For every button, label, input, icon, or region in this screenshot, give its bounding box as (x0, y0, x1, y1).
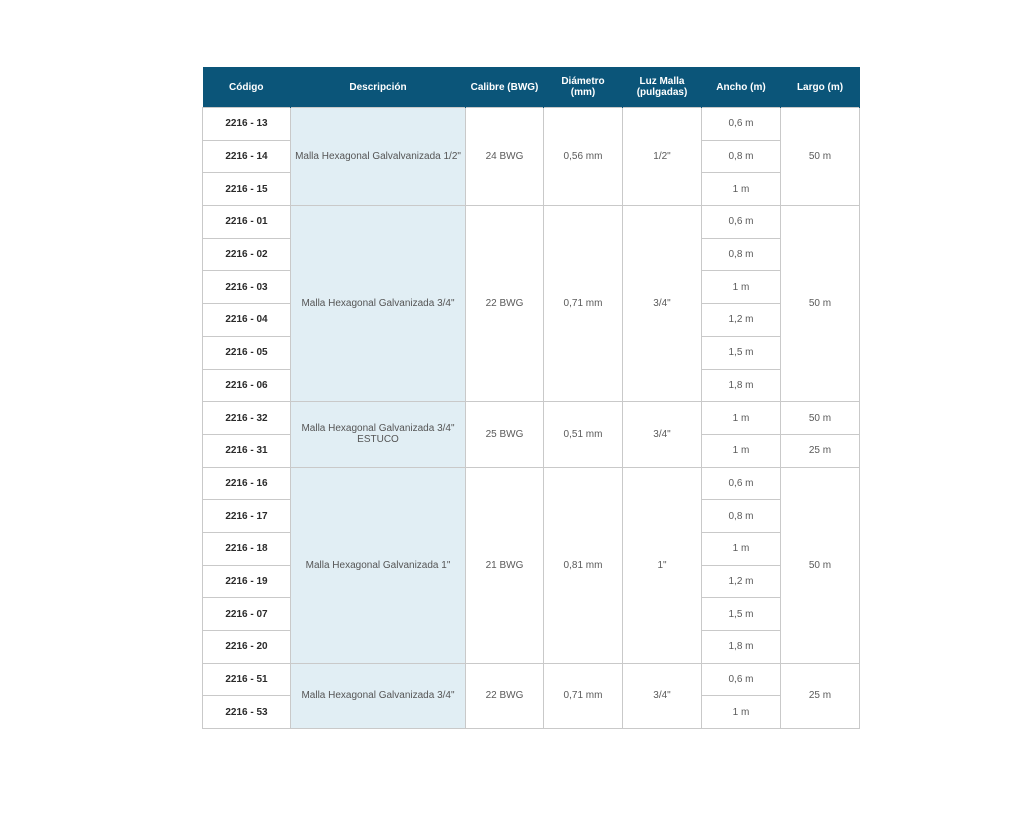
table-row (203, 206, 860, 239)
ancho-cell: 1,8 m (702, 369, 781, 402)
ancho-cell: 1 m (702, 271, 781, 304)
codigo-cell: 2216 - 02 (203, 238, 291, 271)
header-luz-malla: Luz Malla (pulgadas) (623, 67, 702, 108)
largo-cell: 50 m (781, 206, 860, 402)
ancho-cell: 1 m (702, 402, 781, 435)
codigo-cell: 2216 - 51 (203, 663, 291, 696)
header-diametro: Diámetro (mm) (544, 67, 623, 108)
ancho-cell: 1,2 m (702, 565, 781, 598)
luz-malla-cell: 3/4" (623, 663, 702, 728)
table-header-row (203, 67, 860, 108)
codigo-cell: 2216 - 17 (203, 500, 291, 533)
largo-cell: 50 m (781, 467, 860, 663)
largo-cell: 25 m (781, 434, 860, 467)
ancho-cell: 0,8 m (702, 500, 781, 533)
codigo-cell: 2216 - 32 (203, 402, 291, 435)
ancho-cell: 1 m (702, 532, 781, 565)
codigo-cell: 2216 - 20 (203, 631, 291, 664)
header-descripcion: Descripción (291, 67, 466, 108)
calibre-cell: 21 BWG (466, 467, 544, 663)
codigo-cell: 2216 - 06 (203, 369, 291, 402)
ancho-cell: 0,6 m (702, 108, 781, 141)
header-codigo: Código (203, 67, 291, 108)
luz-malla-cell: 3/4" (623, 402, 702, 467)
table-row (203, 402, 860, 435)
header-largo: Largo (m) (781, 67, 860, 108)
ancho-cell: 0,6 m (702, 467, 781, 500)
ancho-cell: 1,8 m (702, 631, 781, 664)
diametro-cell: 0,51 mm (544, 402, 623, 467)
codigo-cell: 2216 - 19 (203, 565, 291, 598)
codigo-cell: 2216 - 04 (203, 304, 291, 337)
diametro-cell: 0,71 mm (544, 206, 623, 402)
ancho-cell: 1,5 m (702, 336, 781, 369)
ancho-cell: 1 m (702, 434, 781, 467)
calibre-cell: 22 BWG (466, 663, 544, 728)
luz-malla-cell: 1/2" (623, 108, 702, 206)
ancho-cell: 1,2 m (702, 304, 781, 337)
luz-malla-cell: 1" (623, 467, 702, 663)
ancho-cell: 0,6 m (702, 206, 781, 239)
table-row (203, 467, 860, 500)
table-row (203, 663, 860, 696)
descripcion-cell: Malla Hexagonal Galvanizada 3/4" (291, 663, 466, 728)
luz-malla-cell: 3/4" (623, 206, 702, 402)
largo-cell: 50 m (781, 108, 860, 206)
diametro-cell: 0,56 mm (544, 108, 623, 206)
codigo-cell: 2216 - 13 (203, 108, 291, 141)
codigo-cell: 2216 - 53 (203, 696, 291, 729)
calibre-cell: 22 BWG (466, 206, 544, 402)
codigo-cell: 2216 - 31 (203, 434, 291, 467)
ancho-cell: 1 m (702, 696, 781, 729)
ancho-cell: 0,8 m (702, 140, 781, 173)
codigo-cell: 2216 - 15 (203, 173, 291, 206)
header-ancho: Ancho (m) (702, 67, 781, 108)
calibre-cell: 24 BWG (466, 108, 544, 206)
codigo-cell: 2216 - 07 (203, 598, 291, 631)
calibre-cell: 25 BWG (466, 402, 544, 467)
diametro-cell: 0,81 mm (544, 467, 623, 663)
product-spec-table (202, 67, 860, 729)
ancho-cell: 0,8 m (702, 238, 781, 271)
codigo-cell: 2216 - 05 (203, 336, 291, 369)
largo-cell: 50 m (781, 402, 860, 435)
codigo-cell: 2216 - 03 (203, 271, 291, 304)
codigo-cell: 2216 - 16 (203, 467, 291, 500)
diametro-cell: 0,71 mm (544, 663, 623, 728)
largo-cell: 25 m (781, 663, 860, 728)
codigo-cell: 2216 - 01 (203, 206, 291, 239)
header-calibre: Calibre (BWG) (466, 67, 544, 108)
descripcion-cell: Malla Hexagonal Galvalvanizada 1/2" (291, 108, 466, 206)
ancho-cell: 0,6 m (702, 663, 781, 696)
descripcion-cell: Malla Hexagonal Galvanizada 3/4" (291, 206, 466, 402)
codigo-cell: 2216 - 18 (203, 532, 291, 565)
codigo-cell: 2216 - 14 (203, 140, 291, 173)
ancho-cell: 1 m (702, 173, 781, 206)
descripcion-cell: Malla Hexagonal Galvanizada 1" (291, 467, 466, 663)
table-row (203, 108, 860, 141)
ancho-cell: 1,5 m (702, 598, 781, 631)
descripcion-cell: Malla Hexagonal Galvanizada 3/4" ESTUCO (291, 402, 466, 467)
